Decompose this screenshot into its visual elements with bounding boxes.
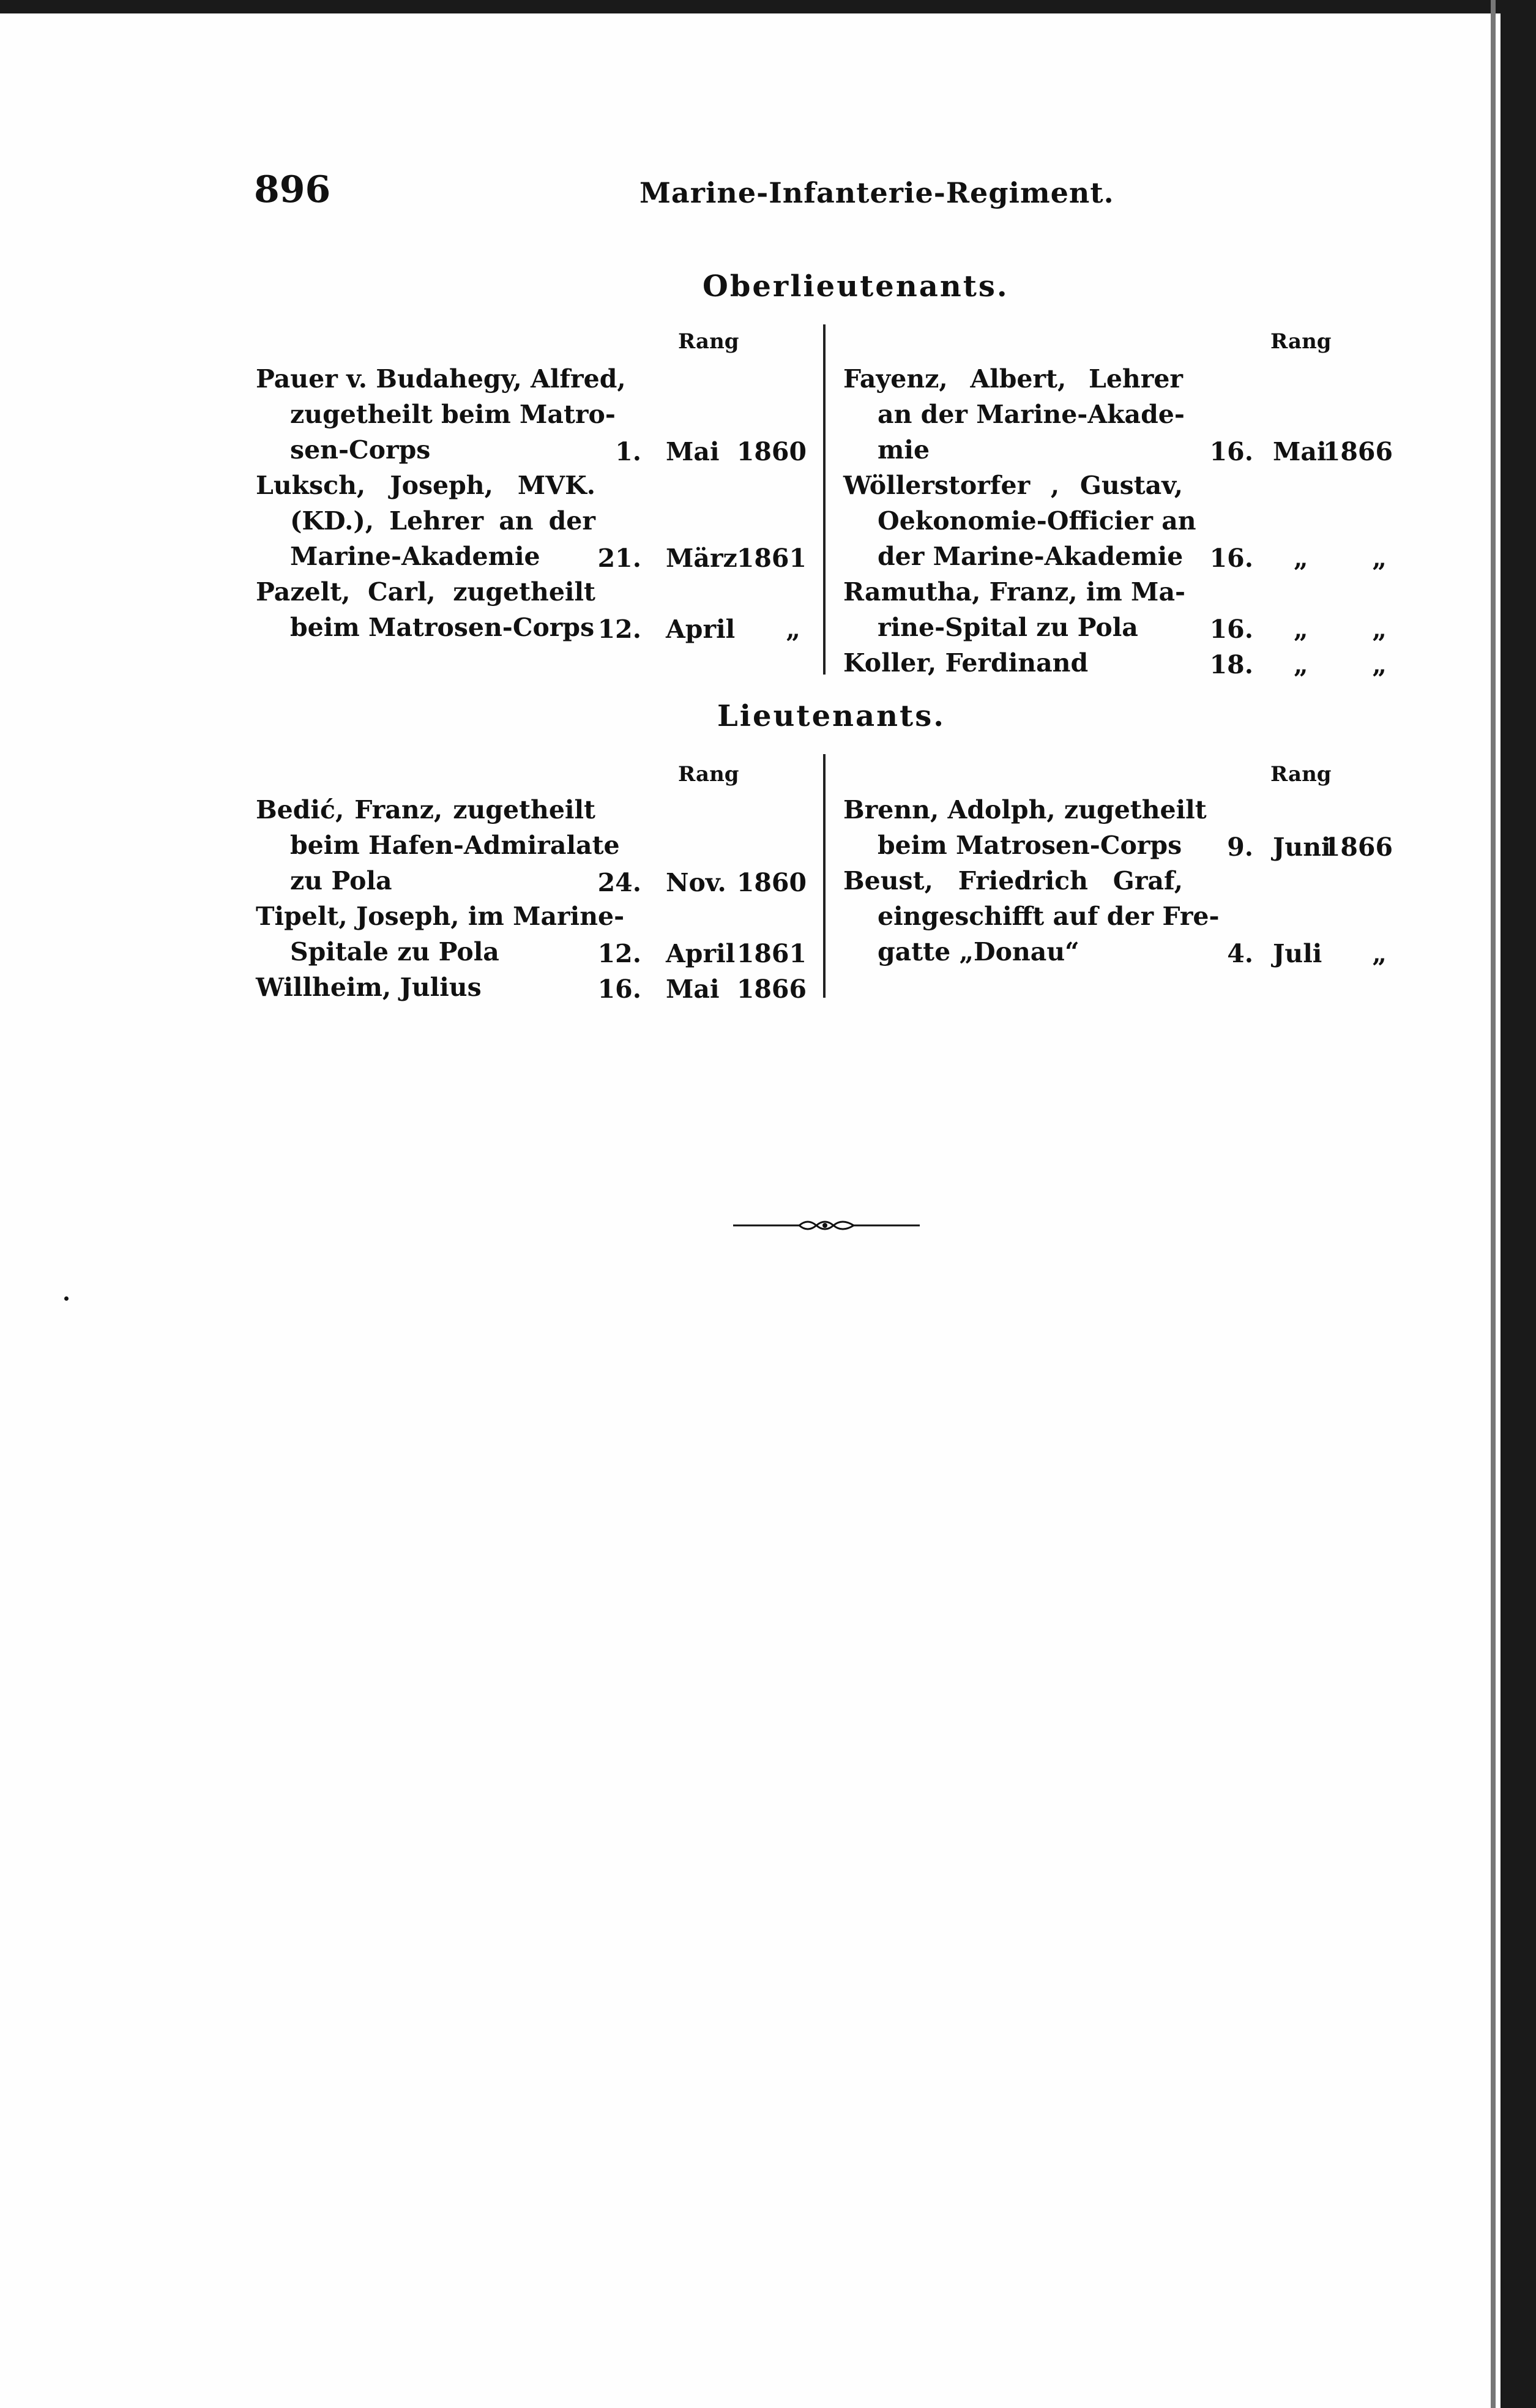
entry-year: „ [1372, 939, 1387, 968]
column-divider [823, 754, 826, 998]
entry-line: Spitale zu Pola [290, 937, 499, 967]
entry-line: sen-Corps [290, 435, 431, 465]
entry-line: Wöllerstorfer , Gustav, [843, 471, 1183, 500]
entry-rank: 16. [1209, 615, 1253, 644]
entry-line: (KD.), Lehrer an der [290, 506, 595, 536]
page-number: 896 [254, 168, 331, 211]
running-title: Marine-Infanterie-Regiment. [639, 176, 1114, 209]
entry-name [256, 574, 595, 645]
entry-line: zugetheilt beim Matro- [290, 400, 616, 429]
entry-line: eingeschifft auf der Fre- [878, 902, 1220, 931]
entry-date [666, 974, 807, 1004]
entry-year: 1861 [736, 939, 807, 968]
entry-line: beim Matrosen-Corps [290, 613, 595, 642]
entry-name [843, 792, 1207, 863]
entry-year: 1866 [736, 974, 807, 1004]
scan-border-shadow [1491, 0, 1496, 2408]
entry-line: Pauer v. Budahegy, Alfred, [256, 364, 626, 394]
entry-month: Mai [666, 437, 720, 466]
entry-rank: 16. [597, 974, 641, 1004]
entry-year: 1866 [1322, 437, 1393, 466]
entry-month: Nov. [666, 868, 726, 897]
entry-line: mie [878, 435, 930, 465]
entry-date [1273, 544, 1393, 573]
entry-line: Willheim, Julius [256, 973, 482, 1002]
section-title-lieutenants: Lieutenants. [717, 699, 945, 733]
entry-month: „ [1294, 650, 1308, 679]
entry-month: „ [1294, 544, 1308, 573]
entry-year: „ [1372, 650, 1387, 679]
entry-rank: 16. [1209, 544, 1253, 573]
scan-border-top [0, 0, 1536, 13]
entry-line: beim Hafen-Admiralate [290, 831, 620, 860]
entry-line: beim Matrosen-Corps [878, 831, 1182, 860]
entry-date [666, 615, 807, 644]
entry-name [843, 574, 1186, 645]
entry-line: Bedić, Franz, zugetheilt [256, 795, 595, 824]
rang-label-right: Rang [1270, 762, 1332, 787]
entry-year: „ [1372, 615, 1387, 644]
entry-date [1273, 650, 1393, 679]
entry-name [843, 361, 1183, 468]
entry-line: der Marine-Akademie [878, 542, 1184, 571]
stray-mark [64, 1296, 69, 1301]
entry-month: März [666, 544, 737, 573]
entry-date [1273, 437, 1393, 466]
entry-year: 1860 [736, 437, 807, 466]
entry-month: „ [1294, 615, 1308, 644]
entry-date [666, 868, 807, 897]
entry-line: Pazelt, Carl, zugetheilt [256, 577, 595, 607]
entry-year: „ [1372, 544, 1387, 573]
entry-line: Brenn, Adolph, zugetheilt [843, 795, 1207, 824]
entry-line: Marine-Akademie [290, 542, 540, 571]
entry-line: rine-Spital zu Pola [878, 613, 1138, 642]
entry-date [666, 544, 807, 573]
entry-line: Fayenz, Albert, Lehrer [843, 364, 1183, 394]
entry-line: Tipelt, Joseph, im Marine- [256, 902, 625, 931]
entry-rank: 4. [1227, 939, 1253, 968]
entry-year: 1866 [1322, 832, 1393, 862]
entry-month: April [666, 939, 736, 968]
entry-line: Beust, Friedrich Graf, [843, 866, 1183, 896]
entry-name [843, 645, 1183, 681]
section-title-oberlieutenants: Oberlieutenants. [703, 269, 1009, 304]
entry-rank: 12. [597, 939, 641, 968]
entry-year: 1860 [736, 868, 807, 897]
entry-rank: 21. [597, 544, 641, 573]
entry-name [843, 863, 1220, 970]
entry-month: April [666, 615, 736, 644]
entry-line: an der Marine-Akade- [878, 400, 1185, 429]
page [0, 13, 1491, 2408]
entry-month: Juni [1273, 832, 1331, 862]
rang-label-right: Rang [1270, 329, 1332, 354]
scan-border-right [1501, 0, 1536, 2408]
entry-line: Oekonomie-Officier an [878, 506, 1196, 536]
entry-name [256, 361, 626, 468]
entry-name [256, 970, 595, 1005]
entry-year: „ [786, 615, 800, 644]
entry-month: Juli [1273, 939, 1322, 968]
entry-rank: 16. [1209, 437, 1253, 466]
entry-rank: 9. [1227, 832, 1253, 862]
entry-rank: 24. [597, 868, 641, 897]
entry-line: Koller, Ferdinand [843, 648, 1089, 678]
rang-label-left: Rang [678, 329, 739, 354]
entry-line: gatte „Donau“ [878, 937, 1079, 967]
entry-name [843, 468, 1196, 574]
entry-line: Luksch, Joseph, MVK. [256, 471, 595, 500]
entry-year: 1861 [736, 544, 807, 573]
entry-line: Ramutha, Franz, im Ma- [843, 577, 1186, 607]
entry-date [666, 437, 807, 466]
column-divider [823, 324, 826, 675]
entry-date [1273, 832, 1393, 862]
end-ornament [733, 1215, 920, 1236]
entry-rank: 18. [1209, 650, 1253, 679]
entry-rank: 12. [597, 615, 641, 644]
entry-month: Mai [666, 974, 720, 1004]
rang-label-left: Rang [678, 762, 739, 787]
entry-rank: 1. [615, 437, 641, 466]
entry-line: zu Pola [290, 866, 392, 896]
entry-name [256, 468, 595, 574]
entry-month: Mai [1273, 437, 1327, 466]
entry-date [1273, 615, 1393, 644]
entry-date [1273, 939, 1393, 968]
entry-date [666, 939, 807, 968]
